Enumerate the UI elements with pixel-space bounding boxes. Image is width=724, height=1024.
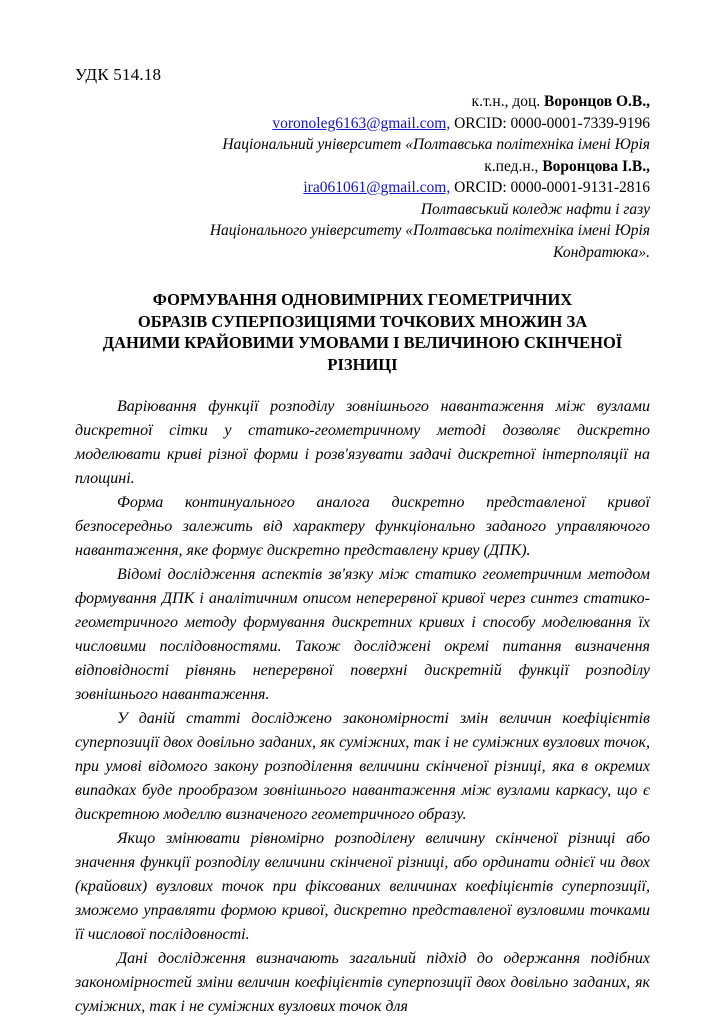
article-title-line-3: ДАНИМИ КРАЙОВИМИ УМОВАМИ І ВЕЛИЧИНОЮ СКІНЧЕНОЇ (102, 333, 623, 352)
author-1-degree: к.т.н., доц. (471, 93, 541, 110)
body-paragraph: У даній статті досліджено закономірності змін величин коефіцієнтів суперпозиції двох довільно заданих, як суміжних, так і не суміжних вузлових точок, при умові відомого закону розподілення величини скінченої різниці, яка в окремих випадках буде прообразом зовнішнього навантаження між вузлами каркасу, що є дискретною моделлю визначеного геометричного образу. (75, 710, 650, 823)
author-2-contact-line (75, 177, 650, 199)
author-2-orcid: ORCID: 0000-0001-9131-2816 (450, 179, 650, 196)
body-paragraph: Варіювання функції розподілу зовнішнього навантаження між вузлами дискретної сітки у статико-геометричному методі дозволяє дискретно моделювати криві різної форми і розв'язувати задачі дискретної інтерполяції на площині. (75, 398, 650, 487)
author-2-degree: к.пед.н., (484, 157, 539, 175)
author-1-affiliation: Національний університет «Полтавська політехніка імені Юрія (222, 136, 650, 153)
body-paragraph: Відомі дослідження аспектів зв'язку між статико геометричним методом формування ДПК і аналітичним описом неперервної кривої через синтез статико-геометричного методу формування дискретних кривих і способу моделювання їх числовими послідовностями. Також досліджені окремі питання визначення відповідності рівнянь неперервної поверхні дискретній функції розподілу зовнішнього навантаження. (75, 566, 650, 703)
author-2-email-link[interactable]: ira061061@gmail.com, (303, 179, 451, 196)
author-1-orcid: ORCID: 0000-0001-7339-9196 (450, 114, 650, 132)
author-2-affiliation-line-1: Полтавський коледж нафти і газу (420, 200, 650, 218)
author-block (75, 91, 650, 263)
body-paragraph: Форма континуального аналога дискретно представленої кривої безпосередньо залежить від характеру функціонально заданого управляючого навантаження, яке формує дискретно представлену криву (ДПК). (75, 494, 650, 559)
body-paragraph: Якщо змінювати рівномірно розподілену величину скінченої різниці або значення функції розподілу величини скінченої різниці, або ординати однієї чи двох (крайових) вузлових точок при фіксованих величинах коефіцієнтів суперпозиції, зможемо управляти формою кривої, дискретно представленої вузловими точками її числової послідовності. (75, 830, 650, 943)
body-paragraph: Дані дослідження визначають загальний підхід до одержання подібних закономірностей зміни величин коефіцієнтів суперпозиції двох довільно заданих, як суміжних, так і не суміжних вузлових точок для (75, 950, 650, 1015)
author-1-name-line (75, 91, 650, 113)
page-content (75, 64, 650, 1019)
author-1-email-link[interactable]: voronoleg6163@gmail.com, (272, 114, 451, 132)
article-title-line-2: ОБРАЗІВ СУПЕРПОЗИЦІЯМИ ТОЧКОВИХ МНОЖИН ЗА (137, 311, 588, 331)
author-1-name: Воронцов О.В., (544, 93, 650, 110)
udk-code: УДК 514.18 (75, 65, 162, 84)
article-title-line-1: ФОРМУВАННЯ ОДНОВИМІРНИХ ГЕОМЕТРИЧНИХ (152, 290, 573, 309)
article-body (75, 395, 650, 1019)
author-2-affiliation-line-3: Кондратюка». (553, 243, 650, 261)
author-2-affiliation-line-2: Національного університету «Полтавська політехніка імені Юрія (209, 222, 650, 239)
article-title (75, 289, 650, 375)
article-title-line-4: РІЗНИЦІ (327, 354, 398, 374)
author-1-contact-line (75, 113, 650, 135)
author-2-name-line (75, 156, 650, 178)
author-2-name: Воронцова І.В., (542, 157, 650, 175)
